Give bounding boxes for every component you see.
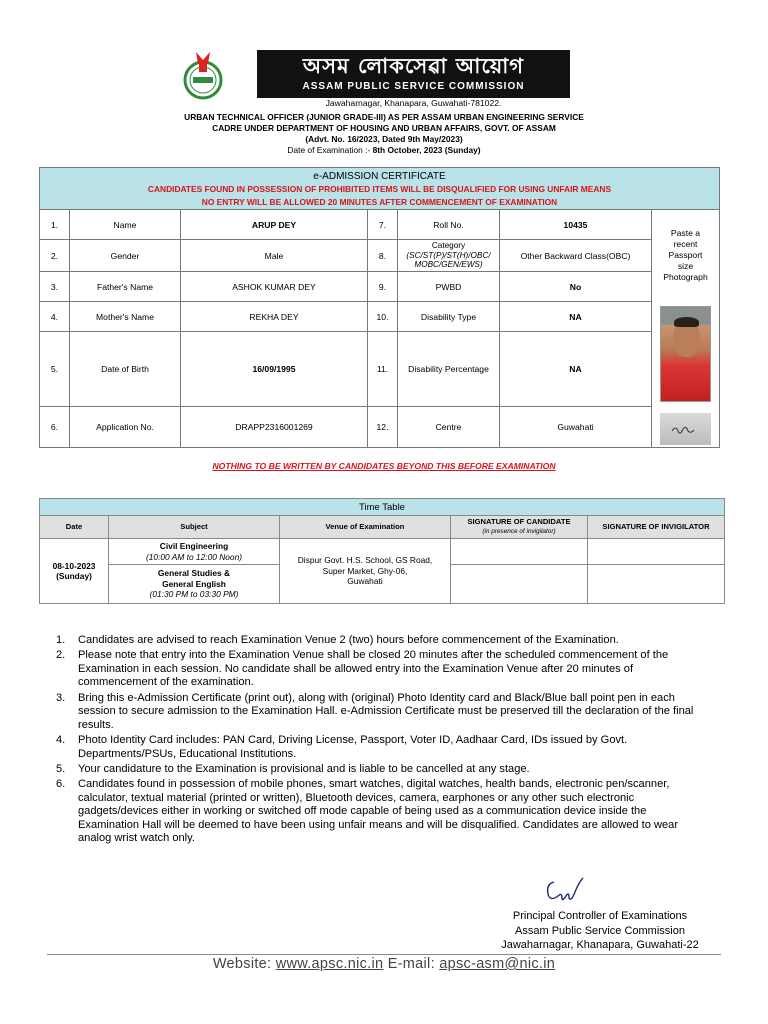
value-roll-no: 10435 — [500, 210, 652, 240]
photo-note — [652, 210, 719, 283]
candidate-signature-box-2 — [451, 565, 588, 603]
photo-cell — [652, 210, 719, 447]
row-number: 7. — [368, 210, 398, 240]
photo-note-line: size — [677, 261, 694, 271]
header-signature-invigilator: SIGNATURE OF INVIGILATOR — [588, 516, 724, 539]
time-table — [39, 498, 725, 604]
value-category: Other Backward Class(OBC) — [500, 240, 652, 272]
footer — [0, 956, 768, 972]
session-2-subject-cell — [109, 565, 280, 603]
email-link[interactable]: apsc-asm@nic.in — [439, 956, 556, 972]
certificate-header — [40, 168, 719, 210]
exam-date-value: 8th October, 2023 (Sunday) — [372, 145, 481, 155]
label-dob: Date of Birth — [70, 332, 181, 407]
candidate-signature-image — [660, 413, 711, 445]
value-application-no: DRAPP2316001269 — [181, 407, 368, 447]
time-table-title: Time Table — [40, 499, 724, 516]
apsc-emblem-icon — [180, 48, 226, 100]
instructions-list — [56, 634, 706, 847]
row-number: 10. — [368, 302, 398, 332]
signatory-address: Jawaharnagar, Khanapara, Guwahati-22 — [501, 939, 699, 951]
post-line-2: CADRE UNDER DEPARTMENT OF HOUSING AND URBAN AFFAIRS, GOVT. OF ASSAM — [212, 123, 556, 133]
apsc-banner — [257, 50, 570, 98]
signatory-org: Assam Public Service Commission — [515, 924, 685, 937]
label-category-options-1: (SC/ST(P)/ST(H)/OBC/ — [406, 250, 491, 260]
header-signature-candidate-label: SIGNATURE OF CANDIDATE — [467, 516, 571, 526]
label-disability-type: Disability Type — [398, 302, 500, 332]
venue-cell — [280, 539, 451, 603]
instruction-text: Please note that entry into the Examination Venue shall be closed 20 minutes after the scheduled commencement of the Examination in each session. No candidate shall be allowed entry into the Examination Venue after 20 minutes of commencement of the examination. — [78, 649, 669, 689]
exam-day: (Sunday) — [56, 571, 92, 581]
photo-hair — [674, 317, 699, 327]
instruction-item — [56, 634, 706, 648]
venue-line-2: Super Market, Ghy-06, — [322, 565, 408, 576]
session-1-subject: Civil Engineering — [159, 541, 229, 551]
header-subject: Subject — [109, 516, 280, 539]
label-category — [398, 240, 500, 272]
exam-date-label: Date of Examination :- — [287, 145, 373, 155]
signatory-block — [480, 909, 720, 953]
controller-signature-icon — [540, 870, 590, 910]
exam-date-line — [0, 145, 768, 156]
instruction-item — [56, 692, 706, 733]
candidate-signature-box-1 — [451, 539, 588, 565]
time-table-grid — [40, 516, 724, 603]
instruction-text: Candidates found in possession of mobile phones, smart watches, digital watches, health bands, electronic pen/scanner, calculator, textual material (printed or written), Bluetooth devices, camera, earphones or any other such electronic gadgets/devices either in working or switched off mode capable of being used as a communication device inside the Examination Hall will be deemed to have been using unfair means and will be disqualified. Candidates are allowed to wear analog wrist watch only. — [78, 777, 679, 845]
session-2-time: (01:30 PM to 03:30 PM) — [149, 589, 239, 600]
instruction-item — [56, 778, 706, 846]
office-address: Jawaharnagar, Khanapara, Guwahati-781022. — [325, 98, 502, 108]
invigilator-signature-box-1 — [588, 539, 724, 565]
label-application-no: Application No. — [70, 407, 181, 447]
header-signature-candidate-note: (in presence of invigilator) — [482, 528, 556, 535]
instruction-number: 1. — [56, 634, 66, 646]
instruction-item — [56, 734, 706, 761]
warning-no-entry: NO ENTRY WILL BE ALLOWED 20 MINUTES AFTER COMMENCEMENT OF EXAMINATION — [201, 197, 558, 207]
value-pwbd: No — [500, 272, 652, 302]
exam-date-cell — [40, 539, 109, 603]
row-number: 1. — [40, 210, 70, 240]
value-disability-percentage: NA — [500, 332, 652, 407]
instruction-text: Photo Identity Card includes: PAN Card, Driving License, Passport, Voter ID, Aadhaar Card, IDs issued by Govt. Departments/PSUs, Educational Institutions. — [78, 733, 628, 760]
value-mother-name: REKHA DEY — [181, 302, 368, 332]
website-label: Website: — [212, 956, 276, 972]
venue-line-1: Dispur Govt. H.S. School, GS Road, — [297, 555, 433, 566]
instruction-number: 3. — [56, 691, 66, 704]
photo-note-line: Photograph — [663, 272, 708, 282]
venue-line-3: Guwahati — [347, 576, 383, 587]
label-father-name: Father's Name — [70, 272, 181, 302]
row-number: 4. — [40, 302, 70, 332]
title-bengali: অসম লোকসেৱা আয়োগ — [302, 53, 525, 78]
row-number: 8. — [368, 240, 398, 272]
label-disability-percentage: Disability Percentage — [398, 332, 500, 407]
photo-note-line: recent — [673, 239, 698, 249]
row-number: 5. — [40, 332, 70, 407]
photo-note-line: Paste a — [670, 228, 701, 238]
row-number: 12. — [368, 407, 398, 447]
label-roll-no: Roll No. — [398, 210, 500, 240]
header-venue: Venue of Examination — [280, 516, 451, 539]
row-number: 2. — [40, 240, 70, 272]
instruction-item — [56, 649, 706, 690]
photo-note-line: Passport — [668, 250, 703, 260]
label-name: Name — [70, 210, 181, 240]
post-line-1: URBAN TECHNICAL OFFICER (JUNIOR GRADE-III) AS PER ASSAM URBAN ENGINEERING SERVICE — [184, 112, 584, 122]
value-name: ARUP DEY — [181, 210, 368, 240]
certificate-title: e-ADMISSION CERTIFICATE — [313, 171, 446, 182]
instruction-text: Bring this e-Admission Certificate (print out), along with (original) Photo Identity card and Black/Blue ball point pen in each session to secure admission to the Examination Hall. e-Admission Certificate must be preserved till the declaration of the final results. — [78, 691, 694, 731]
label-gender: Gender — [70, 240, 181, 272]
admission-certificate — [39, 167, 720, 448]
title-english: ASSAM PUBLIC SERVICE COMMISSION — [302, 81, 525, 92]
session-1-subject-cell — [109, 539, 280, 565]
label-pwbd: PWBD — [398, 272, 500, 302]
signatory-title: Principal Controller of Examinations — [512, 910, 688, 922]
session-2-subject-line-2: General English — [162, 578, 226, 589]
header-signature-candidate — [451, 516, 588, 539]
row-number: 3. — [40, 272, 70, 302]
footer-divider — [47, 954, 721, 955]
label-category-options-2: MOBC/GEN/EWS) — [414, 260, 483, 270]
label-category-title: Category — [431, 241, 466, 251]
header-date: Date — [40, 516, 109, 539]
value-father-name: ASHOK KUMAR DEY — [181, 272, 368, 302]
instruction-number: 6. — [56, 777, 66, 790]
email-label: E-mail: — [383, 956, 440, 972]
value-disability-type: NA — [500, 302, 652, 332]
session-1-time: (10:00 AM to 12:00 Noon) — [145, 551, 243, 562]
row-number: 9. — [368, 272, 398, 302]
candidate-photo — [660, 306, 711, 402]
instruction-text: Candidates are advised to reach Examination Venue 2 (two) hours before commencement of the Examination. — [78, 634, 619, 646]
row-number: 6. — [40, 407, 70, 447]
advt-line: (Advt. No. 16/2023, Dated 9th May/2023) — [305, 134, 463, 144]
value-gender: Male — [181, 240, 368, 272]
label-mother-name: Mother's Name — [70, 302, 181, 332]
website-link[interactable]: www.apsc.nic.in — [275, 956, 384, 972]
row-number: 11. — [368, 332, 398, 407]
exam-date: 08-10-2023 — [52, 560, 96, 571]
label-centre: Centre — [398, 407, 500, 447]
instruction-number: 5. — [56, 762, 66, 775]
session-2-subject-line-1: General Studies & — [157, 568, 231, 579]
warning-prohibited: CANDIDATES FOUND IN POSSESSION OF PROHIBITED ITEMS WILL BE DISQUALIFIED FOR USING UNFAIR MEANS — [147, 184, 612, 194]
certificate-details — [40, 210, 719, 447]
instruction-text: Your candidature to the Examination is provisional and is liable to be cancelled at any stage. — [78, 762, 530, 775]
value-centre: Guwahati — [500, 407, 652, 447]
value-dob: 16/09/1995 — [181, 332, 368, 407]
instruction-number: 2. — [56, 649, 66, 662]
invigilator-signature-box-2 — [588, 565, 724, 603]
instruction-item — [56, 763, 706, 777]
nothing-to-be-written-note: NOTHING TO BE WRITTEN BY CANDIDATES BEYOND THIS BEFORE EXAMINATION — [212, 461, 556, 471]
instruction-number: 4. — [56, 733, 66, 746]
